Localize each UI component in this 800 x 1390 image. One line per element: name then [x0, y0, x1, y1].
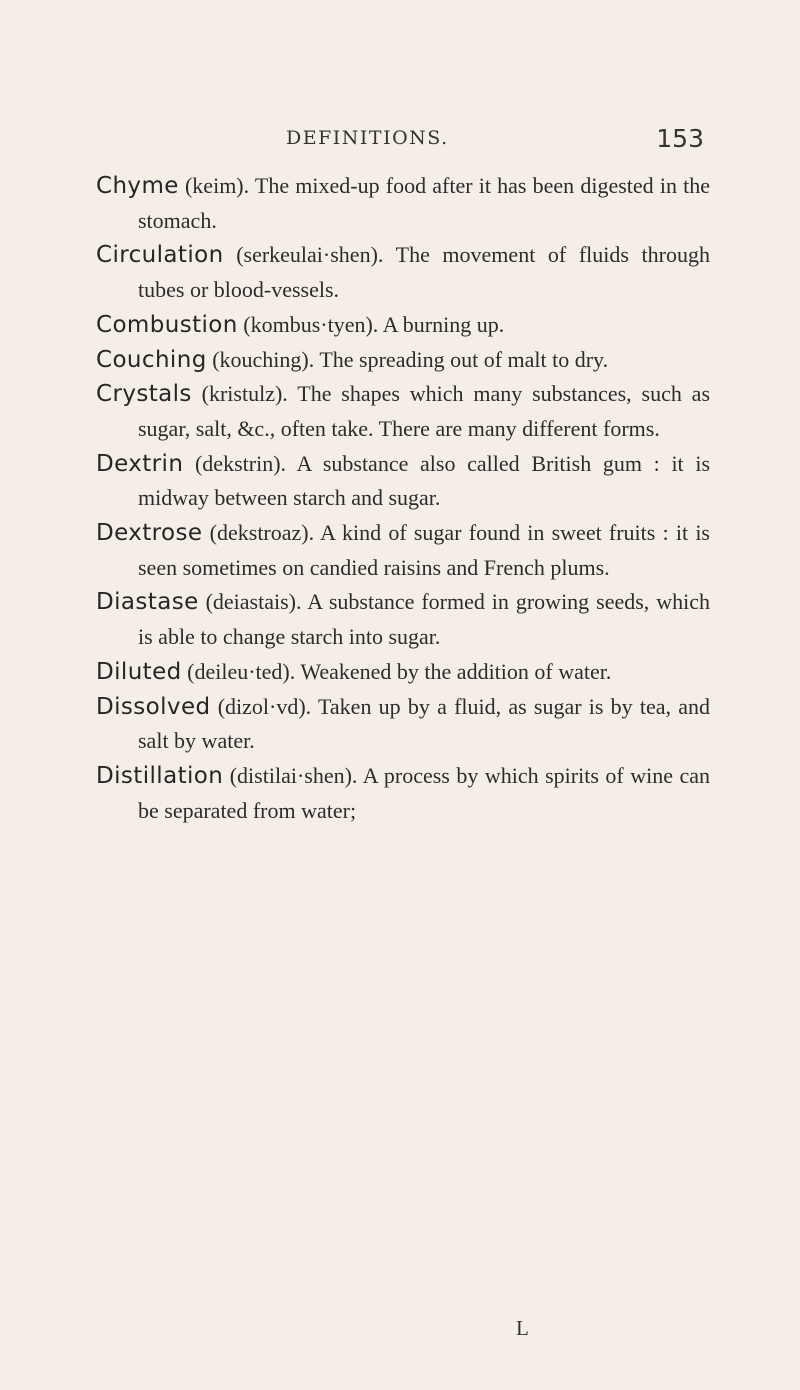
- entry-pronunciation: (kristulz).: [201, 381, 288, 407]
- definition-entry-chyme: [96, 169, 710, 238]
- definition-entry-dextrin: [96, 447, 710, 516]
- entry-pronunciation: (distilai·shen).: [229, 762, 358, 788]
- entry-definition: A burning up.: [382, 311, 505, 337]
- definition-entry-circulation: [96, 238, 710, 307]
- entry-pronunciation: (deileu·ted).: [187, 658, 296, 684]
- definitions-list: [96, 169, 710, 828]
- entry-term: Couching: [96, 346, 207, 373]
- definition-entry-combustion: [96, 308, 710, 343]
- definition-entry-dextrose: [96, 516, 710, 585]
- entry-term: Crystals: [96, 381, 192, 408]
- entry-definition: The movement of fluids through tubes or blood-vessels.: [138, 242, 710, 303]
- entry-pronunciation: (deiastais).: [205, 589, 302, 615]
- entry-definition: A substance formed in growing seeds, which is able to change starch into sugar.: [138, 589, 710, 650]
- entry-definition: A substance also called British gum : it is midway between starch and sugar.: [138, 450, 711, 511]
- entry-pronunciation: (dizol·vd).: [217, 693, 312, 719]
- entry-definition: A kind of sugar found in sweet fruits : it is seen sometimes on candied raisins and French plums.: [138, 520, 710, 580]
- entry-definition: A process by which spirits of wine can be separated from water;: [138, 762, 710, 823]
- entry-term: Circulation: [96, 242, 224, 269]
- entry-pronunciation: (keim).: [184, 173, 250, 198]
- entry-term: Diluted: [96, 658, 182, 685]
- entry-term: Dextrose: [96, 520, 203, 547]
- entry-definition: The shapes which many substances, such as sugar, salt, &c., often take. There are many different forms.: [138, 381, 711, 441]
- entry-term: Dissolved: [96, 693, 211, 720]
- definition-entry-couching: [96, 343, 710, 378]
- entry-definition: The mixed-up food after it has been digested in the stomach.: [138, 173, 710, 233]
- entry-term: Distillation: [96, 762, 224, 789]
- entry-term: Combustion: [96, 311, 238, 338]
- page-number: 153: [656, 124, 704, 153]
- entry-definition: The spreading out of malt to dry.: [319, 346, 609, 372]
- definition-entry-dissolved: [96, 690, 710, 759]
- entry-term: Dextrin: [96, 450, 184, 477]
- definition-entry-crystals: [96, 377, 710, 446]
- entry-pronunciation: (kouching).: [212, 346, 315, 372]
- entry-term: Chyme: [96, 173, 179, 199]
- entry-term: Diastase: [96, 589, 199, 616]
- signature-mark: L: [516, 1316, 529, 1340]
- definition-entry-diluted: [96, 655, 710, 690]
- definition-entry-diastase: [96, 585, 710, 654]
- definition-entry-distillation: [96, 759, 710, 828]
- page-header: [96, 124, 710, 167]
- running-title: DEFINITIONS.: [286, 127, 449, 149]
- entry-definition: Taken up by a fluid, as sugar is by tea, and salt by water.: [138, 693, 710, 754]
- entry-pronunciation: (kombus·tyen).: [243, 311, 379, 337]
- entry-pronunciation: (dekstroaz).: [209, 520, 315, 546]
- entry-definition: Weakened by the addition of water.: [300, 658, 612, 684]
- entry-pronunciation: (serkeulai·shen).: [236, 242, 384, 268]
- entry-pronunciation: (dekstrin).: [194, 450, 287, 476]
